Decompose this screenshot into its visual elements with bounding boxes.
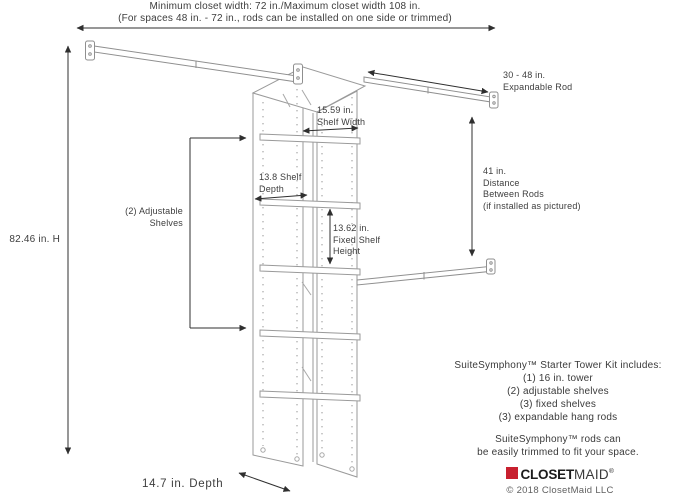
rod-distance-label: 41 in. Distance Between Rods (if installed as pictured) [483, 166, 581, 211]
adjustable-shelves-label: (2) Adjustable Shelves [125, 206, 183, 228]
copyright-line: © 2018 ClosetMaid LLC [506, 485, 614, 496]
closet-width-note-line2: (For spaces 48 in. - 72 in., rods can be installed on one side or trimmed) [118, 12, 452, 24]
top-right-wall-bracket [490, 92, 499, 108]
tower-depth-label: 14.7 in. Depth [142, 478, 224, 490]
tower-right-panel [317, 91, 357, 477]
tower-depth-arrow [239, 473, 290, 491]
kit-contents-block [427, 359, 679, 459]
shelf-width-label: 15.59 in. Shelf Width [317, 105, 366, 127]
bottom-right-expandable-rod [357, 267, 489, 286]
kit-item: (1) 16 in. tower [523, 373, 593, 384]
kit-item: (3) expandable hang rods [498, 412, 618, 423]
expandable-rod-label: 30 - 48 in. Expandable Rod [503, 70, 573, 92]
closetmaid-logo [470, 466, 650, 481]
adjustable-shelves-bracket [190, 138, 246, 328]
kit-note-line2: be easily trimmed to fit your space. [477, 447, 639, 458]
registered-mark: ® [608, 468, 614, 475]
fixed-shelf-height-label: 13.62 in. Fixed Shelf Height [333, 223, 381, 256]
left-expandable-rod [94, 46, 297, 82]
spacer [427, 424, 679, 433]
closet-width-note [55, 1, 515, 24]
bottom-right-wall-bracket [487, 259, 496, 274]
kit-note-line1: SuiteSymphony™ rods can [495, 434, 621, 445]
shelf-depth-label: 13.8 Shelf Depth [259, 172, 302, 194]
left-wall-bracket [86, 41, 95, 60]
height-dimension-label: 82.46 in. H [9, 234, 60, 245]
kit-item: (3) fixed shelves [519, 399, 597, 410]
tower-top-bracket [294, 64, 303, 84]
kit-item: (2) adjustable shelves [507, 386, 609, 397]
kit-title: SuiteSymphony™ Starter Tower Kit includes: [454, 360, 662, 371]
closet-width-note-line1: Minimum closet width: 72 in./Maximum closet width 108 in. [149, 1, 421, 12]
closetmaid-wordmark: CLOSETMAID® [520, 467, 614, 482]
closetmaid-logo-mark [506, 467, 518, 479]
